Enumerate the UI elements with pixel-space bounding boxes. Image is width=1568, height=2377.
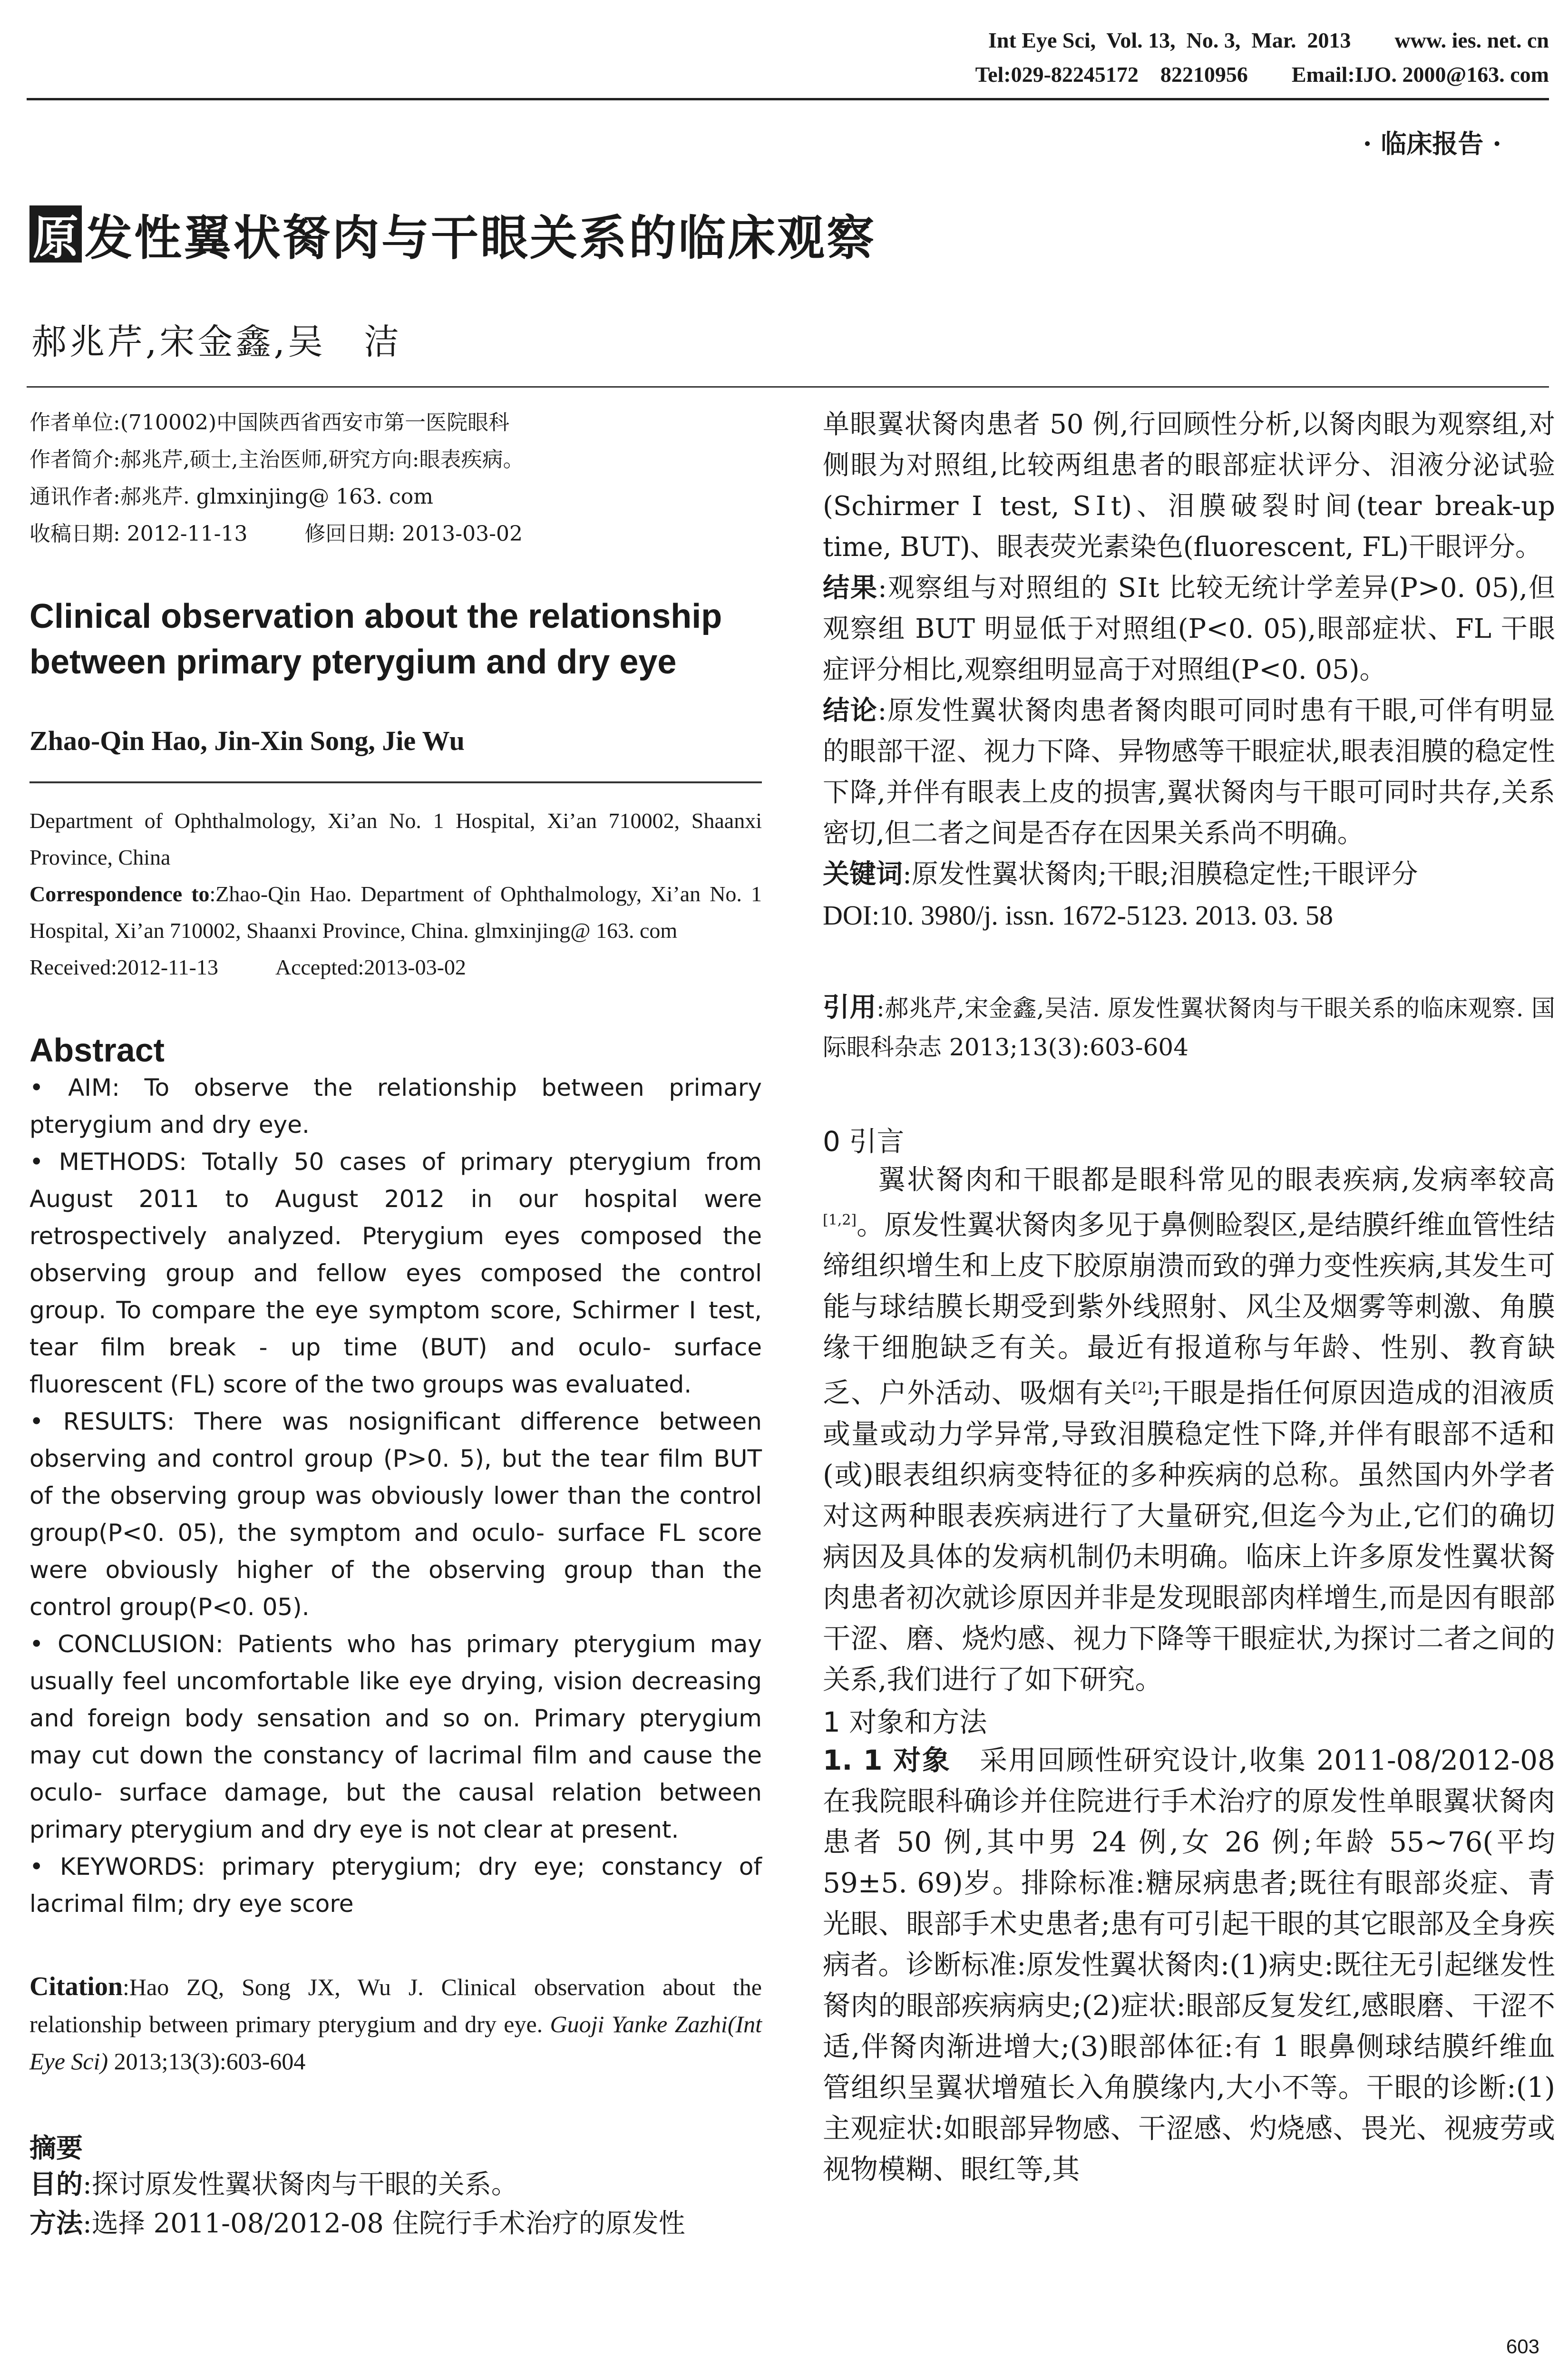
- cn-keyword-text: :原发性翼状胬肉;干眼;泪膜稳定性;干眼评分: [903, 859, 1418, 890]
- english-received: Received:2012-11-13: [29, 955, 218, 979]
- cn-method-continued: [823, 404, 1555, 568]
- title-rule: [27, 386, 1549, 388]
- section-1-1-text: 采用回顾性研究设计,收集 2011-08/2012-08 在我院眼科确诊并住院进行手术治疗的原发性单眼翼状胬肉患者 50 例,其中男 24 例,女 26 例;年龄 55~76(平均 59±5. 69)岁。排除标准:糖尿病患者;既往有眼部炎症、青光眼、眼部手术史患者;患有可引起干眼的其它眼部及全身疾病者。诊断标准:原发性翼状胬肉:(1)病史:既往无引起继发性胬肉的眼部疾病病史;(2)症状:眼部反复发红,感眼磨、干涩不适,伴胬肉渐进增大;(3)眼部体征:有 1 眼鼻侧球结膜纤维血管组织呈翼状增殖长入角膜缘内,大小不等。干眼的诊断:(1)主观症状:如眼部异物感、干涩感、灼烧感、畏光、视疲劳或视物模糊、眼红等,其: [823, 1744, 1555, 2185]
- author-bio-cn: 作者简介:郝兆芹,硕士,主治医师,研究方向:眼表疾病。: [29, 448, 524, 472]
- cn-abstract-conclusion: [823, 691, 1555, 854]
- cn-method-text-right: 单眼翼状胬肉患者 50 例,行回顾性分析,以胬肉眼为观察组,对侧眼为对照组,比较两组患者的眼部症状评分、泪液分泌试验(Schirmer Ⅰ test, SⅠt)、泪膜破裂时间(tear break-up time, BUT)、眼表荧光素染色(fluorescent, FL)干眼评分。: [823, 409, 1555, 563]
- english-accepted: Accepted:2013-03-02: [275, 955, 466, 979]
- journal-header-line1: Int Eye Sci, Vol. 13, No. 3, Mar. 2013 www. ies. net. cn: [988, 28, 1549, 52]
- citation-journal: Guoji Yanke Zazhi(Int Eye Sci): [29, 2011, 762, 2075]
- cn-method-text-left: :选择 2011-08/2012-08 住院行手术治疗的原发性: [83, 2208, 685, 2239]
- paper-title: [29, 200, 876, 268]
- cn-aim-label: 目的: [29, 2169, 83, 2200]
- cn-conclusion-label: 结论: [823, 695, 878, 726]
- citation-label: Citation: [29, 1972, 123, 2001]
- citation-cn-text: :郝兆芹,宋金鑫,吴洁. 原发性翼状胬肉与干眼关系的临床观察. 国际眼科杂志 2013;13(3):603-604: [823, 994, 1556, 1061]
- intro-text-3: ;干眼是指任何原因造成的泪液质或量或动力学异常,导致泪膜稳定性下降,并伴有眼部不适和(或)眼表组织病变特征的多种疾病的总称。虽然国内外学者对这两种眼表疾病进行了大量研究,但迄今为止,它们的确切病因及具体的发病机制仍未明确。临床上许多原发性翼状胬肉患者初次就诊原因并非是发现眼部肉样增生,而是因有眼部干涩、磨、烧灼感、视力下降等干眼症状,为探讨二者之间的关系,我们进行了如下研究。: [823, 1376, 1555, 1695]
- intro-text-2: 。原发性翼状胬肉多见于鼻侧睑裂区,是结膜纤维血管性结缔组织增生和上皮下胶原崩溃而致的弹力变性疾病,其发生可能与球结膜长期受到紫外线照射、风尘及烟雾等刺激、角膜缘干细胞缺乏有关。最近有报道称与年龄、性别、教育缺乏、户外活动、吸烟有关: [823, 1208, 1555, 1409]
- doi: DOI:10. 3980/j. issn. 1672-5123. 2013. 03. 58: [823, 900, 1333, 931]
- section-0-paragraph: [823, 1159, 1555, 1700]
- english-dates: [29, 949, 762, 985]
- affiliation-cn: 作者单位:(710002)中国陕西省西安市第一医院眼科: [29, 410, 510, 435]
- section-1-heading: 1 对象和方法: [823, 1705, 987, 1738]
- reference-1-2: [1,2]: [823, 1212, 857, 1228]
- english-authors-rule: [29, 781, 762, 783]
- cn-result-label: 结果: [823, 573, 878, 604]
- cn-abstract-method-start: [29, 2204, 762, 2243]
- english-correspondence: [29, 876, 762, 949]
- page-number: 603: [1506, 2335, 1539, 2358]
- title-text: 发性翼状胬肉与干眼关系的临床观察: [85, 210, 876, 266]
- abstract-conclusion: • CONCLUSION: Patients who has primary pterygium may usually feel uncomfortable like eye drying, vision decreasing and foreign body sensation and so on. Primary pterygium may cut down the constancy of lacrimal film and cause the oculo- surface damage, but the causal relation between primary pterygium and dry eye is not clear at present.: [29, 1630, 762, 1843]
- cn-abstract-keywords: [823, 854, 1555, 895]
- english-authors: Zhao-Qin Hao, Jin-Xin Song, Jie Wu: [29, 725, 465, 756]
- english-department: Department of Ophthalmology, Xi’an No. 1 Hospital, Xi’an 710002, Shaanxi Province, China: [29, 809, 762, 869]
- abstract-heading: Abstract: [29, 1032, 165, 1069]
- received-date-cn: 收稿日期: 2012-11-13: [29, 522, 248, 546]
- abstract-keywords: • KEYWORDS: primary pterygium; dry eye; constancy of lacrimal film; dry eye score: [29, 1853, 762, 1918]
- cn-result-text: :观察组与对照组的 SⅠt 比较无统计学差异(P>0. 05),但观察组 BUT 明显低于对照组(P<0. 05),眼部症状、FL 干眼症评分相比,观察组明显高于对照组(P<0. 05)。: [823, 573, 1555, 685]
- intro-text-1: 翼状胬肉和干眼都是眼科常见的眼表疾病,发病率较高: [878, 1163, 1555, 1196]
- cn-conclusion-text: :原发性翼状胬肉患者胬肉眼可同时患有干眼,可伴有明显的眼部干涩、视力下降、异物感等干眼症状,眼表泪膜的稳定性下降,并伴有眼表上皮的损害,翼状胬肉与干眼可同时共存,关系密切,但二者之间是否存在因果关系尚不明确。: [823, 695, 1556, 849]
- cn-abstract-heading: 摘要: [29, 2133, 83, 2164]
- right-column: [823, 404, 1555, 2190]
- abstract-aim: • AIM: To observe the relationship between primary pterygium and dry eye.: [29, 1074, 762, 1139]
- cn-abstract-aim: [29, 2165, 762, 2204]
- revised-date-cn: 修回日期: 2013-03-02: [304, 522, 523, 546]
- section-0-heading: 0 引言: [823, 1125, 905, 1158]
- left-column: [29, 404, 762, 2243]
- journal-header-line2: Tel:029-82245172 82210956 Email:IJO. 2000@163. com: [975, 62, 1549, 87]
- dates-cn: [29, 516, 762, 553]
- reference-2: [2]: [1132, 1380, 1152, 1397]
- citation-en: [29, 1968, 762, 2080]
- citation-text: :Hao ZQ, Song JX, Wu J. Clinical observation about the relationship between primary pterygium and dry eye.: [29, 1974, 762, 2037]
- cn-keyword-label: 关键词: [823, 859, 903, 890]
- section-1-1-paragraph: [823, 1740, 1555, 2190]
- citation-cn-label: 引用: [823, 992, 877, 1023]
- section-label: · 临床报告 ·: [1363, 128, 1501, 159]
- authors-cn: 郝兆芹,宋金鑫,吴 洁: [31, 321, 402, 362]
- cn-abstract-result: [823, 568, 1555, 691]
- abstract-methods: • METHODS: Totally 50 cases of primary pterygium from August 2011 to August 2012 in our hospital were retrospectively analyzed. Pterygium eyes composed the observing group and fellow eyes composed the control group. To compare the eye symptom score, Schirmer Ⅰ test, tear film break - up time (BUT) and oculo- surface fluorescent (FL) score of the two groups was evaluated.: [29, 1148, 762, 1398]
- abstract-results: • RESULTS: There was nosignificant difference between observing and control group (P>0. 5), but the tear film BUT of the observing group was obviously lower than the control group(P<0. 05), the symptom and oculo- surface FL score were obviously higher of the observing group than the control group(P<0. 05).: [29, 1408, 762, 1621]
- citation-cn: [823, 988, 1555, 1067]
- citation-tail: 2013;13(3):603-604: [108, 2048, 306, 2075]
- english-title: Clinical observation about the relationship between primary pterygium and dry eye: [29, 597, 722, 681]
- section-1-1-label: 1. 1 对象: [823, 1744, 951, 1776]
- cn-aim-text: :探讨原发性翼状胬肉与干眼的关系。: [83, 2169, 518, 2200]
- cn-method-label: 方法: [29, 2208, 83, 2239]
- correspondence-label: Correspondence to: [29, 882, 210, 906]
- correspondence-cn: 通讯作者:郝兆芹. glmxinjing@ 163. com: [29, 485, 433, 509]
- english-affiliation-block: [29, 802, 762, 985]
- header-rule: [27, 98, 1549, 100]
- correspondence-text: :Zhao-Qin Hao. Department of Ophthalmology, Xi’an No. 1 Hospital, Xi’an 710002, Shaanxi Province, China. glmxinjing@ 163. com: [29, 882, 762, 943]
- title-first-char-box: 原: [29, 205, 82, 263]
